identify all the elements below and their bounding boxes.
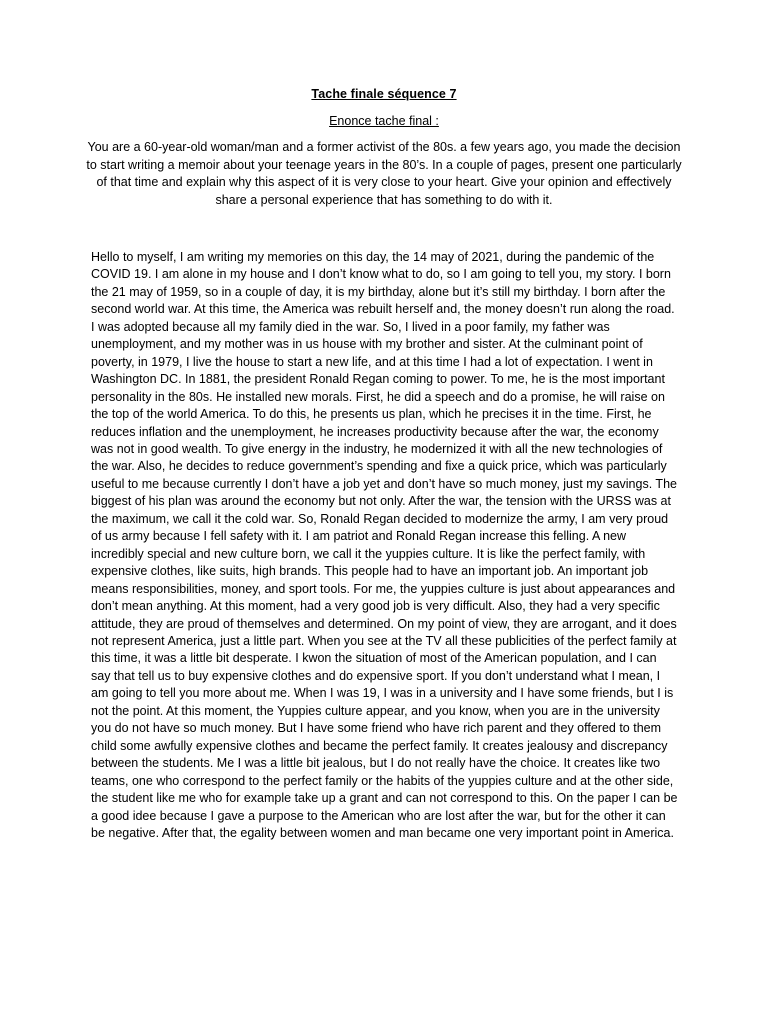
document-title: Tache finale séquence 7 [311, 87, 457, 101]
document-subtitle: Enonce tache final : [329, 114, 439, 128]
essay-paragraph: Hello to myself, I am writing my memories on this day, the 14 may of 2021, during the pandemic of the COVID 19. I am alone in my house and I don’t know what to do, so I am going to tell you, my story. I born the 21 may of 1959, so in a couple of day, it is my birthday, alone but it’s still my birthday. I born after the second world war. At this time, the America was rebuilt herself and, the money doesn’t run along the road. I was adopted because all my family died in the war. So, I lived in a poor family, my father was unemployment, and my mother was in us house with my brother and sister. At the culminant point of poverty, in 1979, I live the house to start a new life, and at this time I had a lot of expectation. I went in Washington DC. In 1881, the president Ronald Regan coming to power. To me, he is the most important personality in the 80s. He installed new morals. First, he did a speech and do a promise, he will raise on the top of the world America. To do this, he presents us plan, which he precises it in the time. First, he reduces inflation and the unemployment, he increases productivity because after the war, the economy was not in good wealth. To give energy in the industry, he modernized it with all the new technologies of the war. Also, he decides to reduce government’s spending and fixe a quick price, which was particularly useful to me because currently I don’t have a job yet and don’t have so much money, just my savings. The biggest of his plan was around the economy but not only. After the war, the tension with the URSS was at the maximum, we call it the cold war. So, Ronald Regan decided to modernize the army, I am very proud of us army because I fell safety with it. I am patriot and Ronald Regan increase this felling. A new incredibly special and new culture born, we call it the yuppies culture. It is like the perfect family, with expensive clothes, like suits, high brands. This people had to have an important job. An important job means responsibilities, money, and sport tools. For me, the yuppies culture is just about appearances and don’t mean anything. At this moment, had a very good job is very difficult. Also, they had a very specific attitude, they are proud of themselves and determined. On my point of view, they are arrogant, and it does not represent America, just a little part. When you see at the TV all these publicities of the perfect family at this time, it was a little bit desperate. I kwon the situation of most of the American population, and I can say that tell us to buy expensive clothes and do expensive sport. If you don’t understand what I mean, I am going to tell you more about me. When I was 19, I was in a university and I have some friends, but I is not the point. At this moment, the Yuppies culture appear, and you know, when you are in the university you do not have so much money. But I have some friend who have rich parent and they offered to them child some awfully expensive clothes and became the perfect family. It creates jealousy and discrepancy between the students. Me I was a little bit jealous, but I do not really have the choice. It creates like two teams, one who correspond to the perfect family or the habits of the yuppies culture and at the other side, the student like me who for example take up a grant and can not correspond to this. On the paper I can be a good idee because I gave a purpose to the American who are lost after the war, but for the other it can be negative. After that, the egality between women and man became one very important point in America. [91, 250, 678, 840]
instructions-paragraph: You are a 60-year-old woman/man and a former activist of the 80s. a few years ago, you made the decision to start writing a memoir about your teenage years in the 80’s. In a couple of pages, present one particularly of that time and explain why this aspect of it is very close to your heart. Give your opinion and effectively share a personal experience that has something to do with it. [86, 140, 682, 207]
